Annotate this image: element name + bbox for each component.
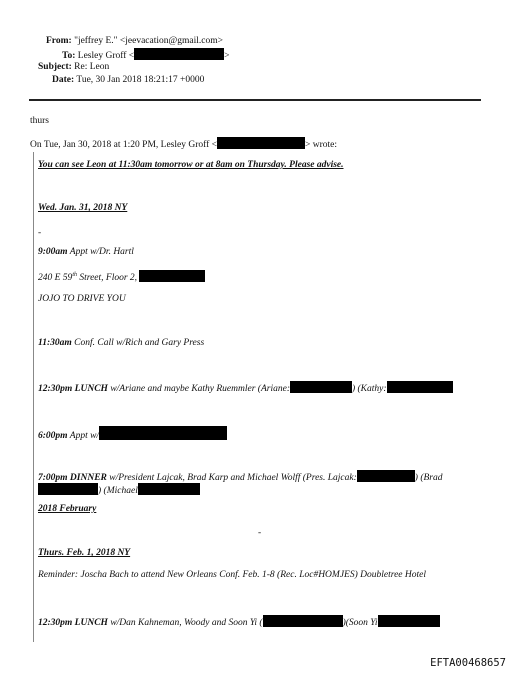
reminder-line: Reminder: Joscha Bach to attend New Orleans Conf. Feb. 1-8 (Rec. Loc#HOMJES) Doubletree Hotel — [38, 570, 426, 580]
address-b: Street, Floor 2, — [76, 273, 140, 283]
wrote-suffix: > wrote: — [305, 140, 338, 150]
event-text: w/Ariane and maybe Kathy Ruemmler (Ariane: — [107, 384, 290, 394]
redaction-block — [134, 48, 224, 60]
header-divider — [29, 99, 481, 101]
redaction-block — [378, 615, 440, 627]
feb-text: 2018 February — [38, 504, 97, 514]
redaction-block — [99, 426, 227, 440]
event-lunch-kahneman — [38, 615, 440, 628]
redaction-block — [38, 483, 98, 495]
redaction-block — [290, 381, 352, 393]
event-time: 7:00pm DINNER — [38, 473, 107, 483]
event-text: w/Dan Kahneman, Woody and Soon Yi ( — [107, 618, 263, 628]
feb-heading — [38, 504, 96, 514]
to-close: > — [224, 51, 230, 61]
event-hartl — [38, 247, 134, 257]
dash-line: - — [38, 228, 42, 238]
event-text: Appt w/ — [67, 431, 100, 441]
date-heading-thurs — [38, 548, 130, 558]
header-date — [52, 74, 204, 87]
event-appt — [38, 426, 227, 441]
quote-attribution — [30, 137, 337, 150]
header-from — [46, 35, 223, 48]
address-a: 240 E 59 — [38, 273, 73, 283]
event-text-mid: )(Soon Yi — [342, 618, 378, 628]
event-time: 6:00pm — [38, 431, 68, 441]
event-dinner-line2 — [38, 483, 200, 496]
address-line — [38, 270, 205, 283]
event-time: 12:30pm LUNCH — [38, 618, 108, 628]
to-value: Lesley Groff < — [77, 51, 135, 61]
event-text-line2: ) (Michael — [98, 486, 138, 496]
date-value: Tue, 30 Jan 2018 18:21:17 +0000 — [76, 75, 205, 85]
event-conf-call — [38, 338, 204, 348]
event-dinner — [38, 470, 442, 483]
event-lunch-ariane — [38, 381, 453, 394]
event-time: 12:30pm LUNCH — [38, 384, 108, 394]
subject-value: Re: Leon — [74, 62, 110, 72]
event-text-mid: ) (Kathy: — [351, 384, 387, 394]
mid-dash: - — [258, 528, 262, 538]
intro-text: You can see Leon at 11:30am tomorrow or at 8am on Thursday. Please advise. — [38, 160, 344, 170]
event-time: 9:00am — [38, 247, 68, 257]
intro-line — [38, 160, 344, 170]
from-value: "jeffrey E." <jeevacation@gmail.com> — [74, 36, 223, 46]
event-text: w/President Lajcak, Brad Karp and Michael Wolff (Pres. Lajcak: — [106, 473, 357, 483]
event-text: Conf. Call w/Rich and Gary Press — [71, 338, 205, 348]
wrote-prefix: On Tue, Jan 30, 2018 at 1:20 PM, Lesley Groff < — [30, 140, 217, 150]
to-label: To: — [62, 51, 76, 61]
date-heading-wed — [38, 203, 127, 213]
event-text: Appt w/Dr. Hartl — [67, 247, 134, 257]
redaction-block — [138, 483, 200, 495]
redaction-block — [357, 470, 415, 482]
event-time: 11:30am — [38, 338, 72, 348]
redaction-block — [139, 270, 205, 282]
date1-text: Wed. Jan. 31, 2018 NY — [38, 203, 128, 213]
event-text-mid: ) (Brad — [414, 473, 443, 483]
header-subject — [38, 61, 109, 74]
redaction-block — [217, 137, 305, 149]
reply-text: thurs — [30, 116, 49, 126]
redaction-block — [263, 615, 343, 627]
address-sup: th — [72, 271, 77, 278]
date-label: Date: — [52, 75, 75, 85]
from-label: From: — [46, 36, 72, 46]
bates-number: EFTA00468657 — [430, 657, 506, 669]
quote-bar — [33, 152, 34, 642]
jojo-line: JOJO TO DRIVE YOU — [38, 294, 126, 304]
redaction-block — [387, 381, 453, 393]
subject-label: Subject: — [38, 62, 72, 72]
date2-text: Thurs. Feb. 1, 2018 NY — [38, 548, 131, 558]
